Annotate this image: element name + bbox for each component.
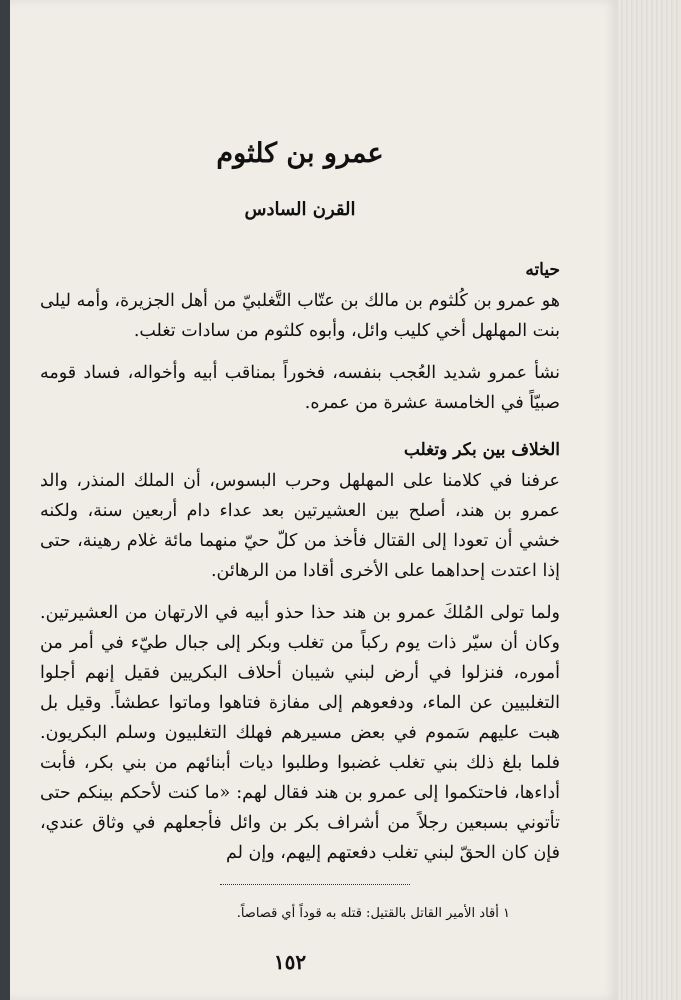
page-edges (618, 0, 681, 1000)
paragraph: نشأ عمرو شديد العُجب بنفسه، فخوراً بمناقب أبيه وأخواله، فساد قومه صبيّاً في الخامسة عشرة من عمره. (40, 363, 560, 413)
page-content (40, 138, 560, 880)
footnote-divider (220, 884, 410, 885)
section-heading-dispute: الخلاف بين بكر وتغلب (403, 440, 560, 460)
paragraph: عرفنا في كلامنا على المهلهل وحرب البسوس، أن الملك المنذر، والد عمرو بن هند، أصلح بين العشيرتين بعد عداء دام أربعين سنة، ولكنه خشي أن تعودا إلى القتال فأخذ من كلّ حيّ منهما مائة غلام رهينة، حتى إذا اعتدت إحداهما على الأخرى أقادا من الرهائن. (40, 471, 560, 581)
page-subtitle: القرن السادس (244, 199, 356, 220)
footnote: ١ أقاد الأمير القاتل بالقتيل: قتله به قوداً أي قصاصاً. (236, 906, 510, 921)
paragraph: هو عمرو بن كُلثوم بن مالك بن عتّاب التَّغلبيّ من أهل الجزيرة، وأمه ليلى بنت المهلهل أخي كليب وائل، وأبوه كلثوم من سادات تغلب. (40, 291, 560, 341)
page-number: ١٥٢ (273, 950, 307, 974)
book-page (10, 0, 618, 1000)
paragraph: ولما تولى المُلكَ عمرو بن هند حذا حذو أبيه في الارتهان من العشيرتين. وكان أن سيّر ذات يوم ركباً من تغلب وبكر إلى جبال طيّء في أمر من أموره، فنزلوا في أرض لبني شيبان أحلاف البكريين فقيل إنهم أجلوا التغلبيين عن الماء، ودفعوهم إلى مفازة فتاهوا وماتوا عطشاً. وقيل بل هبت عليهم سَموم في بعض مسيرهم فهلك التغلبيون وسلم البكريون. فلما بلغ ذلك بني تغلب غضبوا وطلبوا ديات أبنائهم من بني بكر، فأبت أداءها، فاحتكموا إلى عمرو بن هند فقال لهم: «ما كنت لأحكم بينكم حتى تأتوني بسبعين رجلاً من أشراف بكر بن وائل فأجعلهم في وثاق عندي، فإن كان الحقّ لبني تغلب دفعتهم إليهم، وإن لم (40, 603, 560, 863)
section-heading-life: حياته (525, 260, 560, 280)
page-title: عمرو بن كلثوم (216, 138, 384, 169)
